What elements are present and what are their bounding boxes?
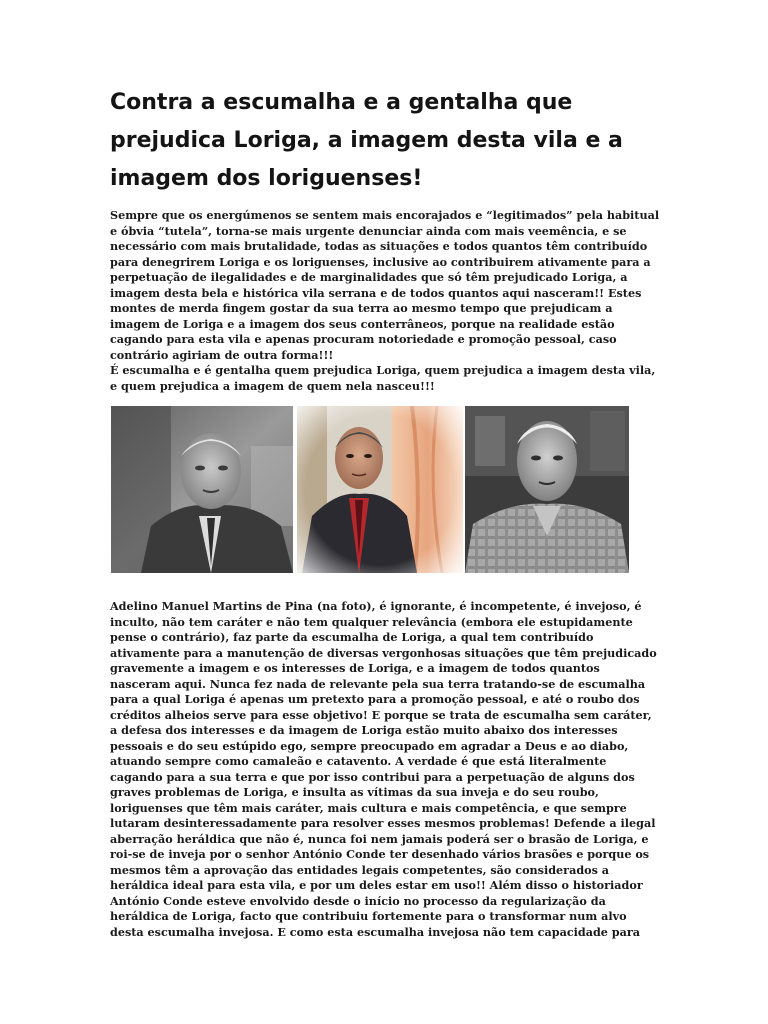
photo-strip	[111, 406, 629, 573]
portrait-photo-3	[465, 406, 629, 573]
portrait-photo-1	[111, 406, 293, 573]
article-title: Contra a escumalha e a gentalha que prejudica Loriga, a imagem desta vila e a imagem dos loriguenses!	[110, 90, 623, 191]
intro-paragraph-emphasis: É escumalha e é gentalha quem prejudica Loriga, quem prejudica a imagem desta vila, e quem prejudica a imagem de quem nela nasceu!!!	[110, 363, 656, 393]
intro-paragraph: Sempre que os energúmenos se sentem mais encorajados e “legitimados” pela habitual e óbvia “tutela”, torna-se mais urgente denunciar ainda com mais veemência, e se necessário com mais brutalidade, todas as situações e todos quantos têm contribuído para denegrirem Loriga e os loriguenses, inclusive ao contribuirem ativamente para a perpetuação de ilegalidades e de marginalidades que só têm prejudicado Loriga, a imagem desta bela e histórica vila serrana e de todos quantos aqui nasceram!! Estes montes de merda fingem gostar da sua terra ao mesmo tempo que prejudicam a imagem de Loriga e a imagem dos seus conterrâneos, porque na realidade estão cagando para esta vila e apenas procuram notoriedade e promoção pessoal, caso contrário agiriam de outra forma!!!	[110, 208, 660, 362]
article-body	[110, 599, 660, 940]
portrait-photo-2	[297, 406, 463, 573]
body-paragraph: Adelino Manuel Martins de Pina (na foto), é ignorante, é incompetente, é invejoso, é inculto, não tem caráter e não tem qualquer relevância (embora ele estupidamente pense o contrário), faz parte da escumalha de Loriga, a qual tem contribuído ativamente para a manutenção de diversas vergonhosas situações que têm prejudicado gravemente a imagem e os interesses de Loriga, e a imagem de todos quantos nasceram aqui. Nunca fez nada de relevante pela sua terra tratando-se de escumalha para a qual Loriga é apenas um pretexto para a promoção pessoal, e até o roubo dos créditos alheios serve para esse objetivo! E porque se trata de escumalha sem caráter, a defesa dos interesses e da imagem de Loriga estão muito abaixo dos interesses pessoais e do seu estúpido ego, sempre preocupado em agradar a Deus e ao diabo, atuando sempre como camaleão e catavento. A verdade é que está literalmente cagando para a sua terra e que por isso contribui para a perpetuação de alguns dos graves problemas de Loriga, e insulta as vítimas da sua inveja e do seu roubo, loriguenses que têm mais caráter, mais cultura e mais competência, e que sempre lutaram desinteressadamente para resolver esses mesmos problemas! Defende a ilegal aberração heráldica que não é, nunca foi nem jamais poderá ser o brasão de Loriga, e roi-se de inveja por o senhor António Conde ter desenhado vários brasões e porque os mesmos têm a aprovação das entidades legais competentes, são considerados a heráldica ideal para esta vila, e por um deles estar em uso!! Além disso o historiador António Conde esteve envolvido desde o início no processo da regularização da heráldica de Loriga, facto que contribuiu fortemente para o transformar num alvo desta escumalha invejosa. E como esta escumalha invejosa não tem capacidade para	[110, 599, 657, 939]
intro-text	[110, 208, 660, 394]
